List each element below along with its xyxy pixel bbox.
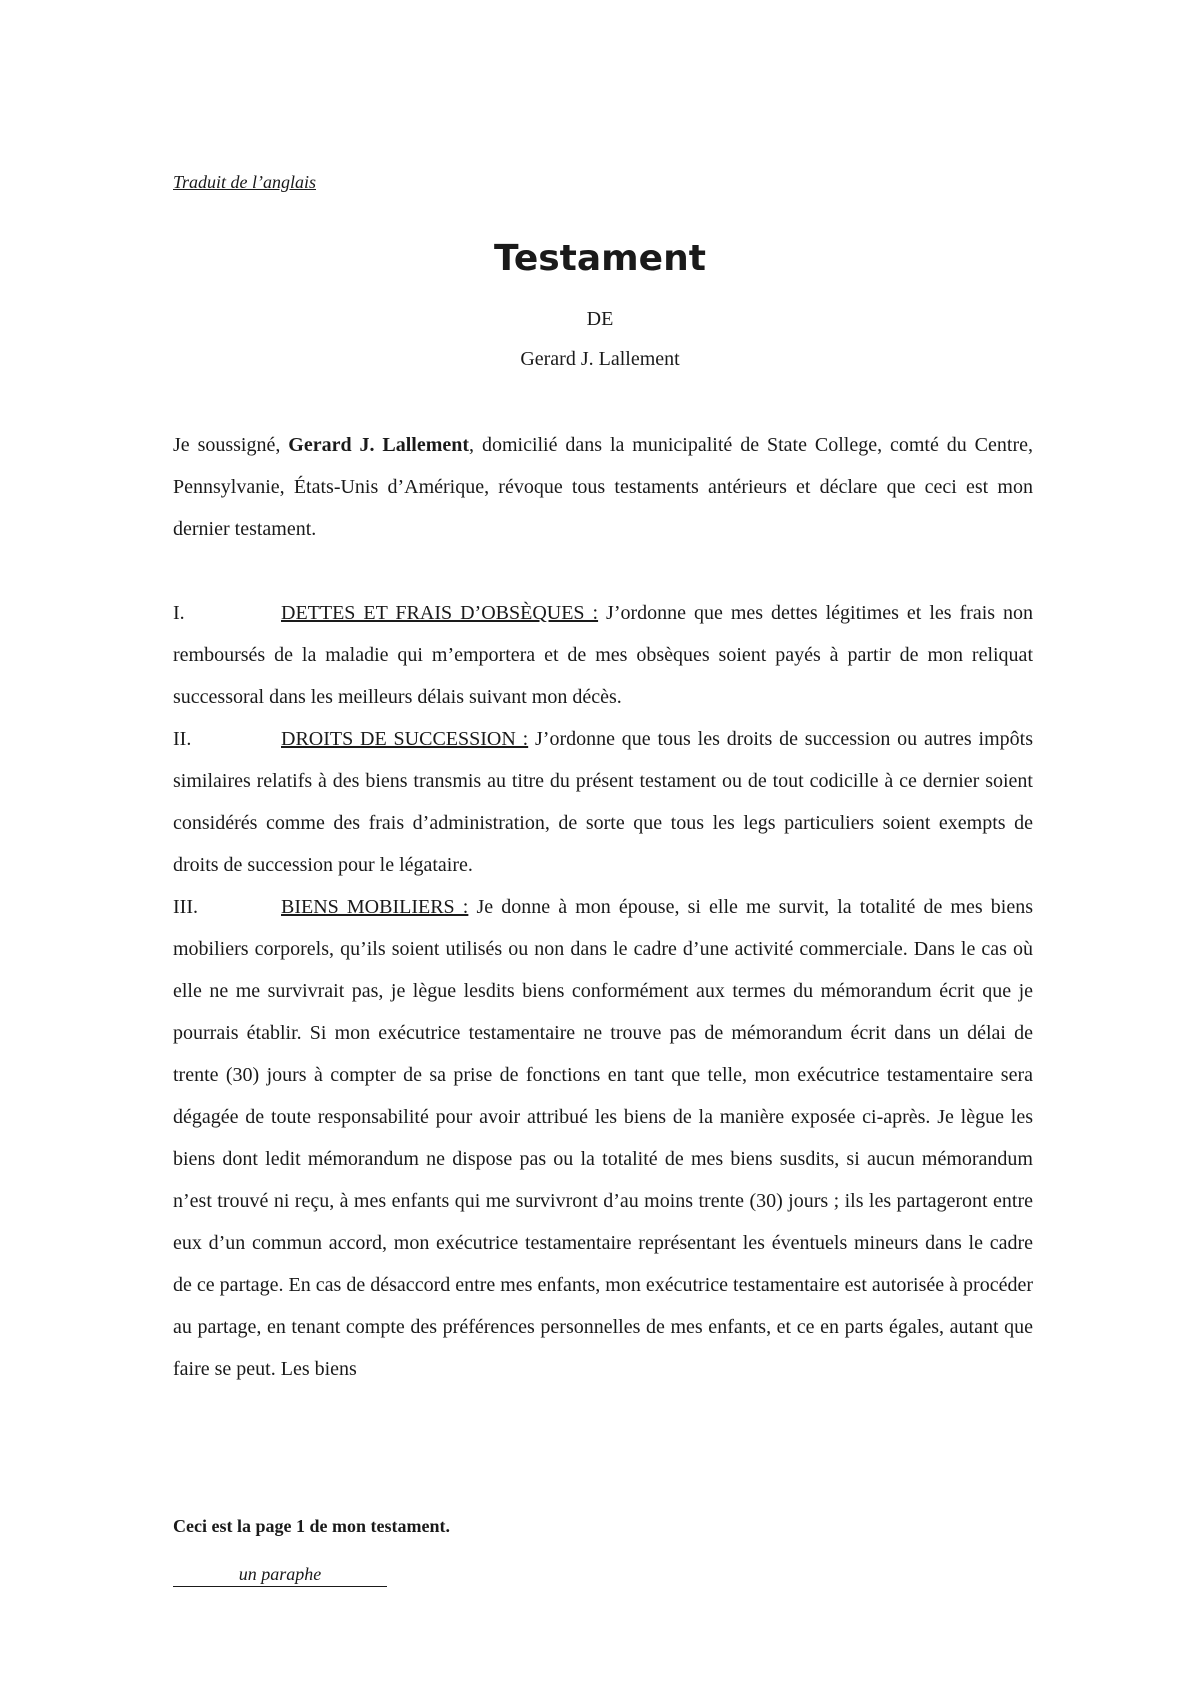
articles-section (173, 592, 1033, 1390)
page-footer-note: Ceci est la page 1 de mon testament. (173, 1516, 450, 1536)
article-2 (173, 718, 1033, 886)
article-heading: DETTES ET FRAIS D’OBSÈQUES : (281, 602, 599, 624)
intro-name: Gerard J. Lallement (288, 434, 470, 456)
subtitle-de: DE (586, 308, 614, 330)
article-number: I. (173, 602, 185, 624)
translation-note: Traduit de l’anglais (173, 172, 317, 192)
article-text: J’ordonne que tous les droits de succession ou autres impôts similaires relatifs à des biens transmis au titre du présent testament ou de tout codicille à ce dernier soient considérés comme des frais d’administration, de sorte que tous les legs particuliers soient exempts de droits de succession pour le légataire. (173, 728, 1033, 876)
article-number: II. (173, 728, 192, 750)
article-heading: BIENS MOBILIERS : (281, 896, 469, 918)
article-heading: DROITS DE SUCCESSION : (281, 728, 529, 750)
intro-suffix: , domicilié dans la municipalité de State College, comté du Centre, Pennsylvanie, États-Unis d’Amérique, révoque tous testaments antérieurs et déclare que ceci est mon dernier testament. (173, 434, 1033, 540)
article-3 (173, 886, 1033, 1390)
article-text: Je donne à mon épouse, si elle me survit, la totalité de mes biens mobiliers corporels, qu’ils soient utilisés ou non dans le cadre d’une activité commerciale. Dans le cas où elle ne me survivrait pas, je lègue lesdits biens conformément aux termes du mémorandum écrit que je pourrais établir. Si mon exécutrice testamentaire ne trouve pas de mémorandum écrit dans un délai de trente (30) jours à compter de sa prise de fonctions en tant que telle, mon exécutrice testamentaire sera dégagée de toute responsabilité pour avoir attribué les biens de la manière exposée ci-après. Je lègue les biens dont ledit mémorandum ne dispose pas ou la totalité de mes biens susdits, si aucun mémorandum n’est trouvé ni reçu, à mes enfants qui me survivront d’au moins trente (30) jours ; ils les partageront entre eux d’un commun accord, mon exécutrice testamentaire représentant les éventuels mineurs dans le cadre de ce partage. En cas de désaccord entre mes enfants, mon exécutrice testamentaire est autorisée à procéder au partage, en tenant compte des préférences personnelles de mes enfants, et ce en parts égales, autant que faire se peut. Les biens (173, 896, 1033, 1380)
article-number: III. (173, 896, 198, 918)
intro-prefix: Je soussigné, (173, 434, 289, 456)
initials-line: un paraphe (173, 1562, 387, 1587)
document-title: Testament (494, 238, 706, 279)
article-text: J’ordonne que mes dettes légitimes et les frais non remboursés de la maladie qui m’emportera et de mes obsèques soient payés à partir de mon reliquat successoral dans les meilleurs délais suivant mon décès. (173, 602, 1033, 708)
article-1 (173, 592, 1033, 718)
intro-paragraph (173, 424, 1033, 550)
testator-name: Gerard J. Lallement (520, 348, 680, 370)
intro-text (173, 424, 1033, 550)
